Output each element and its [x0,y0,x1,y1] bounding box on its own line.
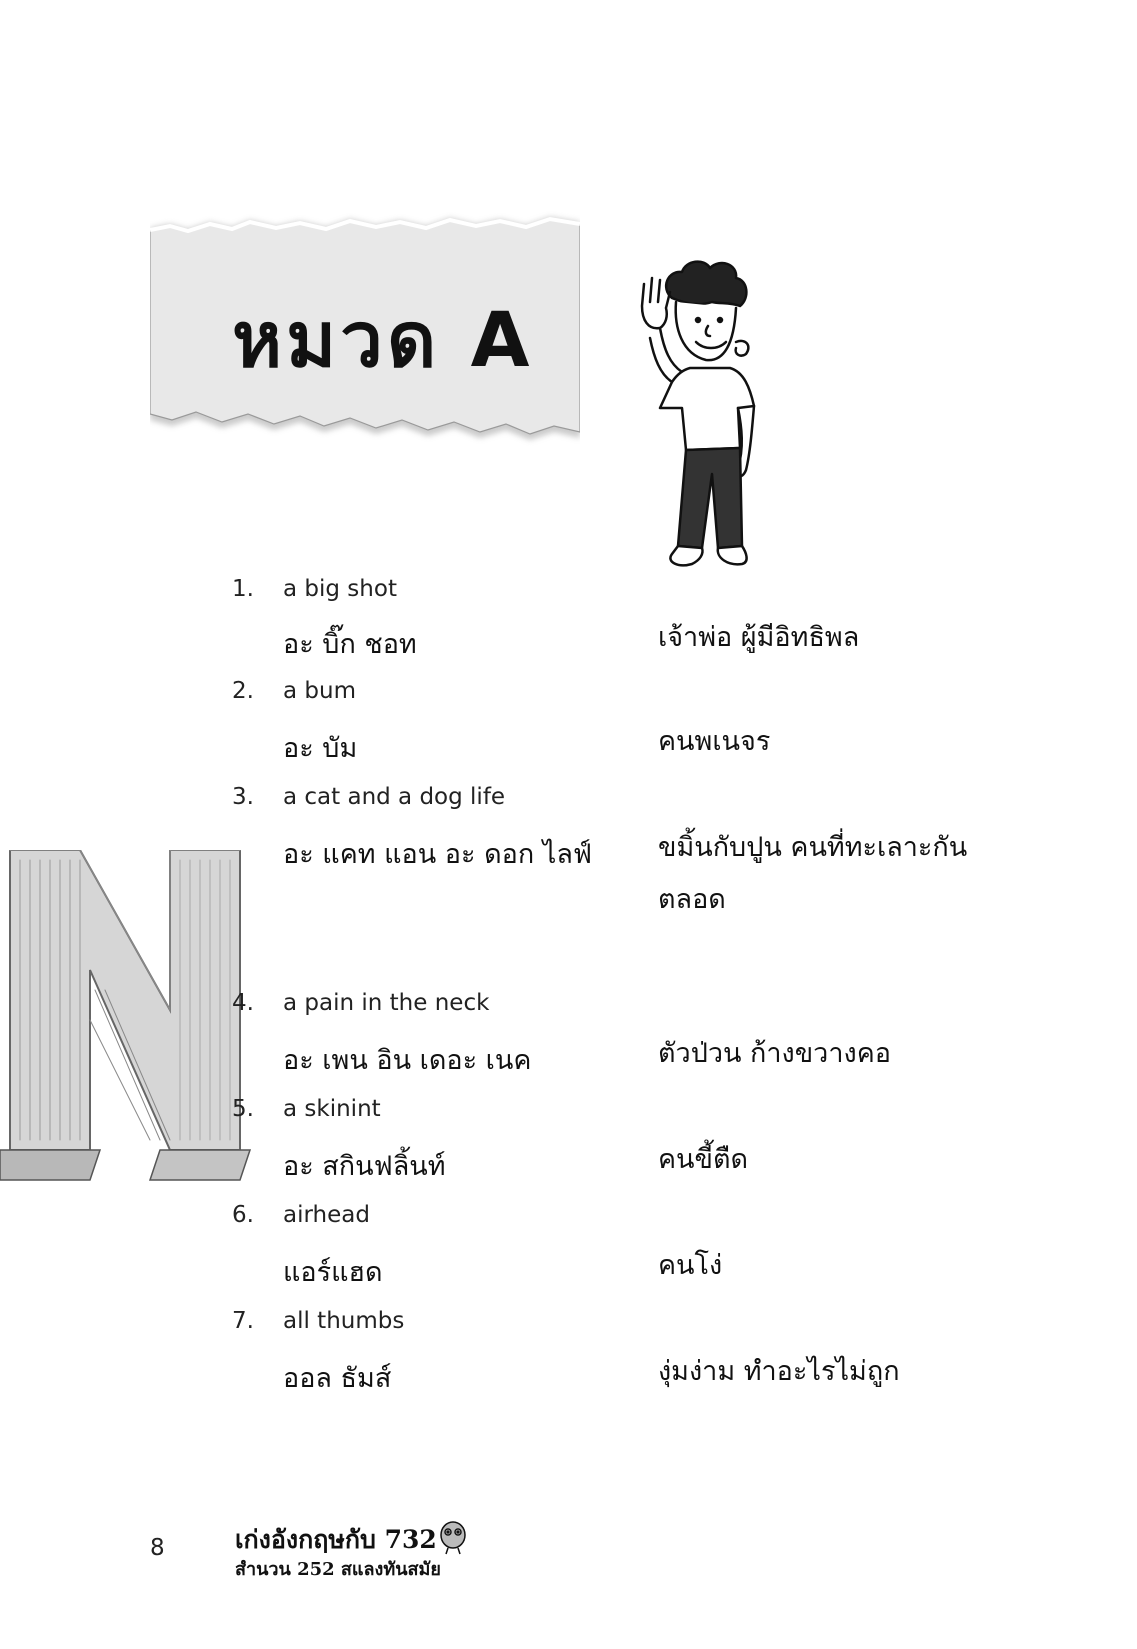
entry-pronunciation: อะ แคท แอน อะ ดอก ไลฟ์ [283,839,593,870]
chapter-banner [150,200,580,455]
entry-meaning: คนขี้ตืด [658,1144,749,1175]
chapter-title: หมวด A [232,295,534,384]
entry-english: a skinint [283,1096,381,1122]
entry-number: 6. [232,1202,254,1228]
owl-icon [438,1519,468,1559]
entry-english: a cat and a dog life [283,784,506,810]
entry-english: airhead [283,1202,370,1228]
entry-number: 3. [232,784,254,810]
entry-number: 1. [232,576,254,602]
entry-number: 2. [232,678,254,704]
entry-meaning: คนพเนจร [658,726,771,757]
entry-number: 4. [232,990,254,1016]
entry-number: 5. [232,1096,254,1122]
entry-english: a pain in the neck [283,990,490,1016]
waving-boy-illustration [620,258,820,598]
entry-meaning: คนโง่ [658,1250,723,1281]
entry-number: 7. [232,1308,254,1334]
entry-pronunciation: อะ สกินฟลิ้นท์ [283,1151,446,1182]
page-number: 8 [150,1535,165,1561]
entry-pronunciation: แอร์แฮด [283,1257,383,1288]
entry-meaning: ขมิ้นกับปูน คนที่ทะเลาะกันตลอด [658,832,968,915]
entry-meaning: งุ่มง่าม ทำอะไรไม่ถูก [658,1356,900,1387]
sketched-letter-decoration [0,850,280,1230]
book-subtitle: สำนวน 252 สแลงทันสมัย [235,1559,441,1580]
book-title: เก่งอังกฤษกับ 732 [235,1525,437,1554]
entry-pronunciation: อะ เพน อิน เดอะ เนค [283,1045,532,1076]
entry-english: a bum [283,678,356,704]
entry-pronunciation: อะ บัม [283,733,358,764]
entry-meaning: ตัวป่วน ก้างขวางคอ [658,1038,891,1069]
entry-pronunciation: อะ บิ๊ก ชอท [283,629,417,660]
entry-meaning: เจ้าพ่อ ผู้มีอิทธิพล [658,622,860,653]
entry-english: all thumbs [283,1308,405,1334]
entry-english: a big shot [283,576,397,602]
entry-pronunciation: ออล ธัมส์ [283,1363,392,1394]
